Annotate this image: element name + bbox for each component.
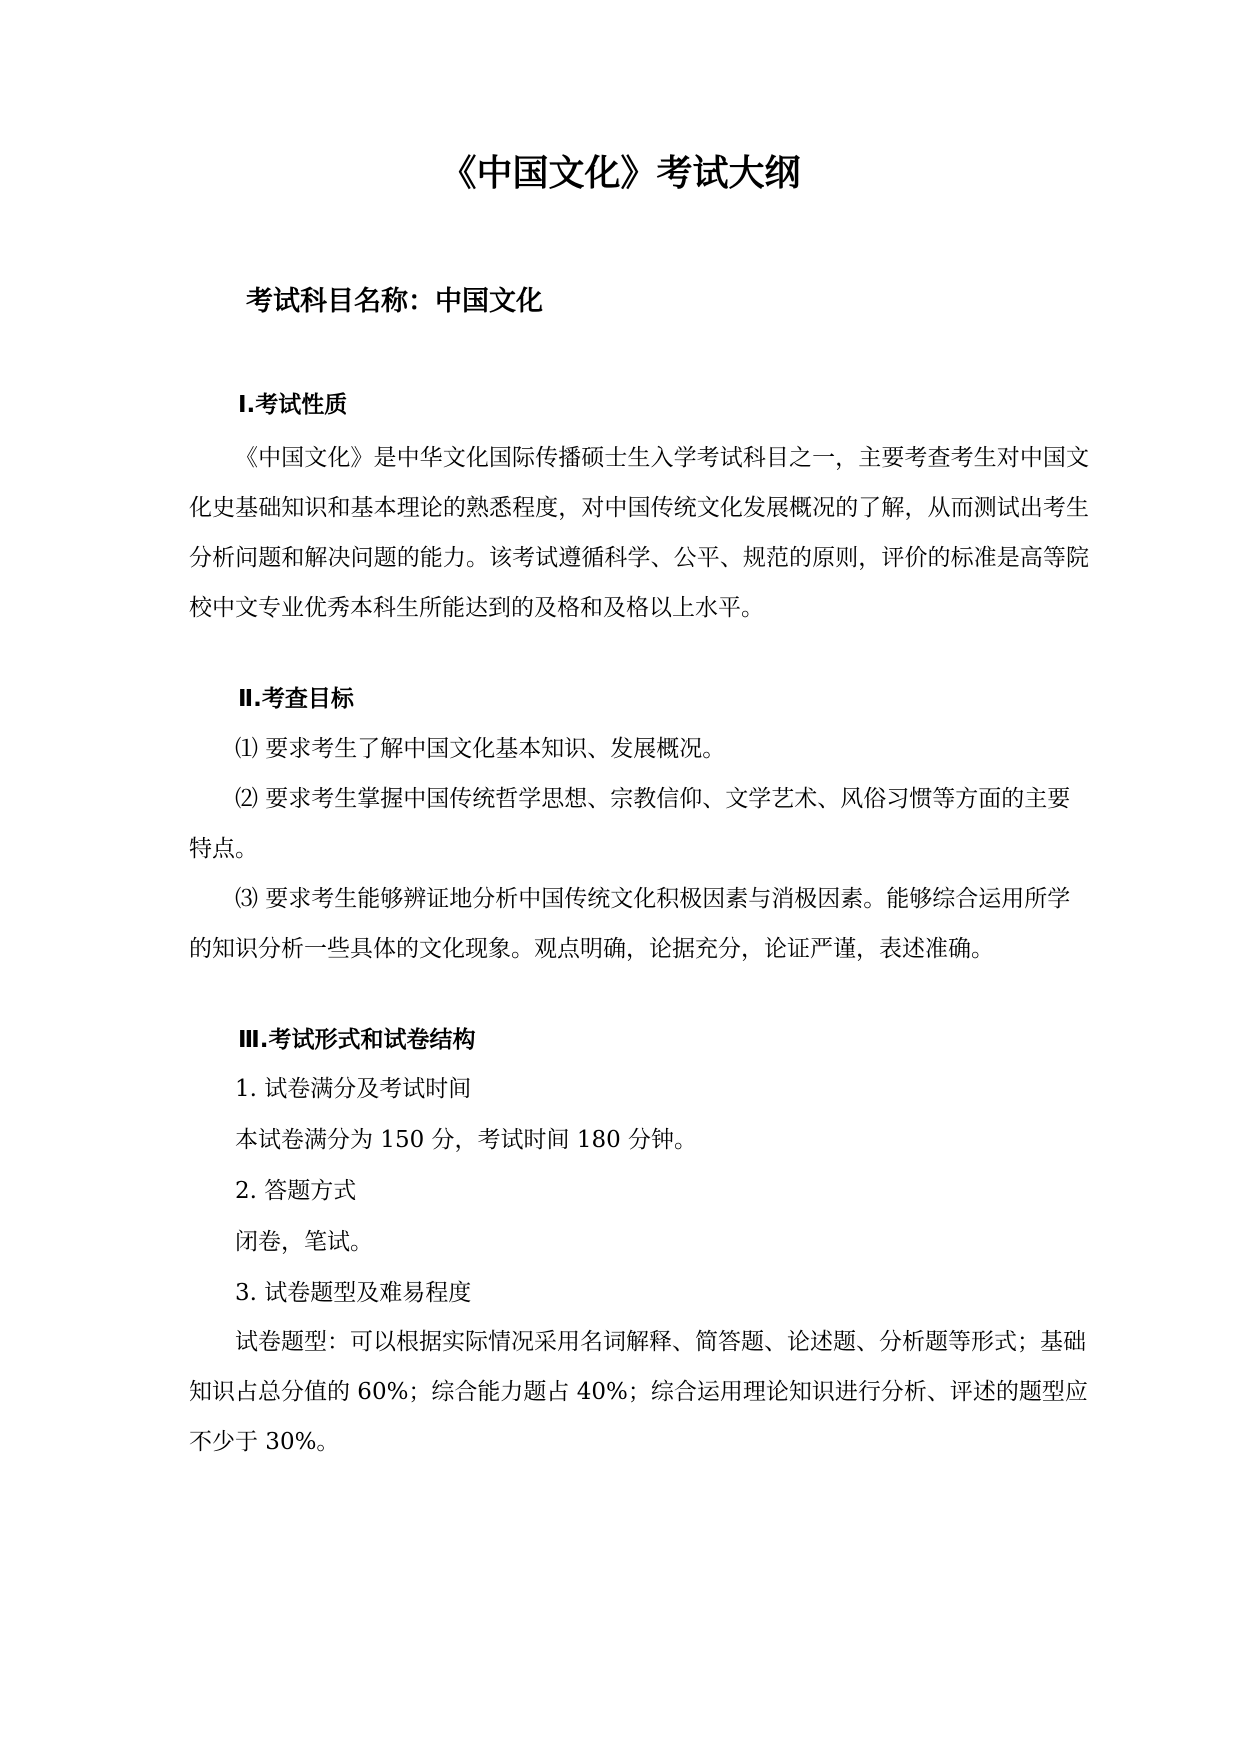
subsection-title-answer-method: 2. 答题方式 [235, 1178, 357, 1204]
subsection-title-question-types: 3. 试卷题型及难易程度 [235, 1280, 472, 1306]
subsection-body-answer-method: 闭卷，笔试。 [235, 1229, 373, 1255]
exam-subject-name: 考试科目名称：中国文化 [246, 286, 543, 317]
subsection-body-score-time: 本试卷满分为 150 分，考试时间 180 分钟。 [235, 1127, 698, 1153]
objective-item-1: ⑴ 要求考生了解中国文化基本知识、发展概况。 [235, 736, 726, 762]
subsection-body-question-types: 试卷题型：可以根据实际情况采用名词解释、简答题、论述题、分析题等形式；基础知识占总分值的 60%；综合能力题占 40%；综合运用理论知识进行分析、评述的题型应不少于 30%。 [189, 1329, 1088, 1455]
objective-item-3: ⑶ 要求考生能够辨证地分析中国传统文化积极因素与消极因素。能够综合运用所学的知识分析一些具体的文化现象。观点明确，论据充分，论证严谨，表述准确。 [189, 886, 1071, 962]
section-heading-exam-nature: Ⅰ.考试性质 [238, 392, 348, 418]
subsection-title-score-time: 1. 试卷满分及考试时间 [235, 1076, 472, 1102]
objective-item-2: ⑵ 要求考生掌握中国传统哲学思想、宗教信仰、文学艺术、风俗习惯等方面的主要特点。 [189, 786, 1071, 862]
document-title: 《中国文化》考试大纲 [440, 153, 801, 194]
section-heading-exam-objectives: Ⅱ.考查目标 [238, 686, 354, 712]
section-body-exam-nature: 《中国文化》是中华文化国际传播硕士生入学考试科目之一，主要考查考生对中国文化史基础知识和基本理论的熟悉程度，对中国传统文化发展概况的了解，从而测试出考生分析问题和解决问题的能力。该考试遵循科学、公平、规范的原则，评价的标准是高等院校中文专业优秀本科生所能达到的及格和及格以上水平。 [189, 445, 1089, 621]
section-heading-exam-format: Ⅲ.考试形式和试卷结构 [238, 1027, 476, 1053]
